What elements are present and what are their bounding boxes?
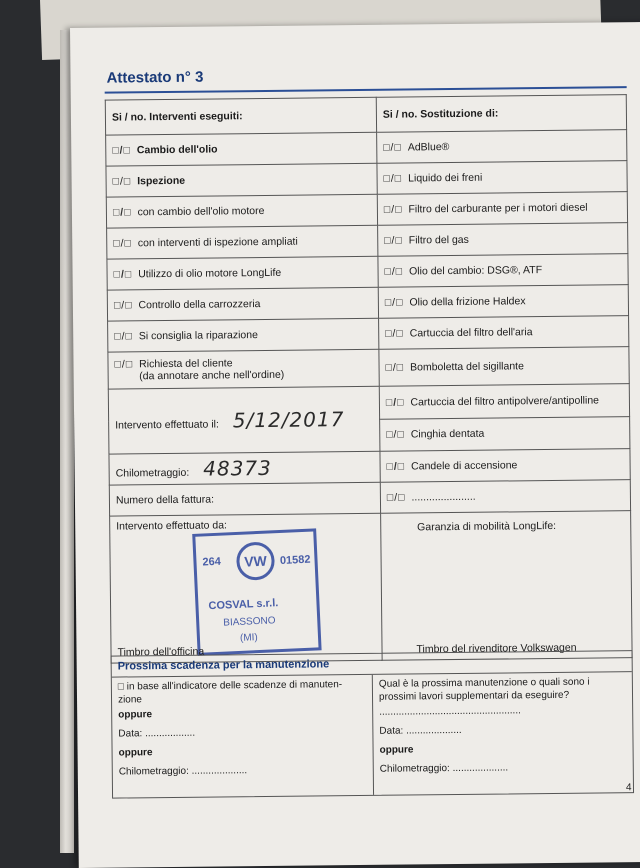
row-filtro-carburante: □/□ Filtro del carburante per i motori diesel bbox=[377, 192, 627, 226]
rivenditore-cell: Garanzia di mobilità LongLife: Timbro del rivenditore Volkswagen bbox=[381, 511, 633, 661]
row-cartuccia-antipolvere: □/□ Cartuccia del filtro antipolvere/antipolline bbox=[379, 384, 629, 419]
service-booklet-page bbox=[70, 22, 640, 868]
checkbox: □/□ bbox=[114, 330, 133, 343]
checkbox: □/□ bbox=[385, 361, 405, 374]
checkbox: □/□ bbox=[383, 203, 403, 216]
left-header: Si / no. Interventi eseguiti: bbox=[105, 97, 376, 135]
page-number: 4 bbox=[625, 782, 632, 794]
km-cell: Chilometraggio: 48373 bbox=[109, 451, 380, 485]
row-blank: □/□ ...................... bbox=[380, 480, 630, 514]
dealer-stamp: 264 VW 01582 COSVAL s.r.l. BIASSONO (MI) bbox=[192, 528, 321, 655]
intervento-date-cell: Intervento effettuato il: 5/12/2017 bbox=[108, 386, 380, 454]
row-cambio-olio-motore: □/□ con cambio dell'olio motore bbox=[106, 194, 377, 228]
checkbox: □/□ bbox=[383, 141, 402, 154]
checkbox: □/□ bbox=[113, 237, 132, 250]
row-cambio-olio: □/□ Cambio dell'olio bbox=[106, 132, 377, 166]
checkbox-checked: □/□ bbox=[112, 144, 131, 157]
vw-logo-icon: VW bbox=[236, 541, 276, 581]
row-adblue: □/□ AdBlue® bbox=[377, 130, 627, 164]
checkbox: □/□ bbox=[384, 296, 404, 309]
checkbox: □/□ bbox=[384, 234, 403, 247]
row-olio-longlife: □/□ Utilizzo di olio motore LongLife bbox=[107, 256, 378, 290]
row-cinghia: □/□ Cinghia dentata bbox=[380, 416, 630, 451]
checkbox-checked: □/□ bbox=[385, 396, 405, 409]
row-sigillante: □/□ Bomboletta del sigillante bbox=[379, 347, 629, 387]
checkbox-checked: □/□ bbox=[113, 268, 133, 281]
checkbox: □/□ bbox=[383, 172, 403, 185]
checkbox-checked: □/□ bbox=[386, 460, 406, 473]
checkbox: □/□ bbox=[113, 299, 133, 312]
checkbox: □/□ bbox=[384, 265, 404, 278]
next-maintenance-section bbox=[111, 650, 634, 798]
row-liquido-freni: □/□ Liquido dei freni bbox=[377, 161, 627, 195]
checkbox: □/□ bbox=[112, 175, 132, 188]
checkbox: □/□ bbox=[386, 428, 405, 441]
fattura-cell: Numero della fattura: bbox=[109, 482, 380, 516]
handwritten-km: 48373 bbox=[203, 455, 272, 481]
service-table bbox=[105, 94, 633, 663]
row-haldex: □/□ Olio della frizione Haldex bbox=[378, 285, 628, 319]
row-olio-cambio: □/□ Olio del cambio: DSG®, ATF bbox=[378, 254, 628, 288]
row-candele: □/□ Candele di accensione bbox=[380, 449, 630, 483]
page-title: Attestato n° 3 bbox=[106, 68, 204, 87]
row-filtro-gas: □/□ Filtro del gas bbox=[377, 223, 627, 257]
row-riparazione: □/□ Si consiglia la riparazione bbox=[108, 318, 379, 352]
row-richiesta-cliente: □/□ Richiesta del cliente (da annotare anche nell'ordine) bbox=[108, 349, 379, 389]
section-title: Prossima scadenza per la manutenzione bbox=[112, 651, 632, 677]
handwritten-date: 5/12/2017 bbox=[232, 407, 345, 433]
checkbox: □/□ bbox=[386, 491, 406, 504]
officina-cell: Intervento effettuato da: 264 VW 01582 COSVAL s.r.l. BIASSONO (MI) Timbro dell'officina bbox=[110, 513, 382, 663]
checkbox-checked: □/□ bbox=[112, 206, 132, 219]
row-filtro-aria: □/□ Cartuccia del filtro dell'aria bbox=[378, 316, 628, 350]
checkbox: □/□ bbox=[114, 358, 134, 371]
row-ispezione-ampliati: □/□ con interventi di ispezione ampliati bbox=[107, 225, 378, 259]
checkbox: □/□ bbox=[385, 327, 404, 340]
row-carrozzeria: □/□ Controllo della carrozzeria bbox=[107, 287, 378, 321]
right-header: Si / no. Sostituzione di: bbox=[376, 95, 626, 133]
section-right-col: Qual è la prossima manutenzione o quali sono i prossimi lavori supplementari da eseguire? ................................................... Data: .................... oppure Chilometraggio: .................... bbox=[372, 672, 633, 795]
row-ispezione: □/□ Ispezione bbox=[106, 163, 377, 197]
section-left-col: □ in base all'indicatore delle scadenze di manuten- zione oppure Data: .................. oppure Chilometraggio: .................... bbox=[117, 679, 343, 778]
title-rule bbox=[105, 86, 627, 93]
